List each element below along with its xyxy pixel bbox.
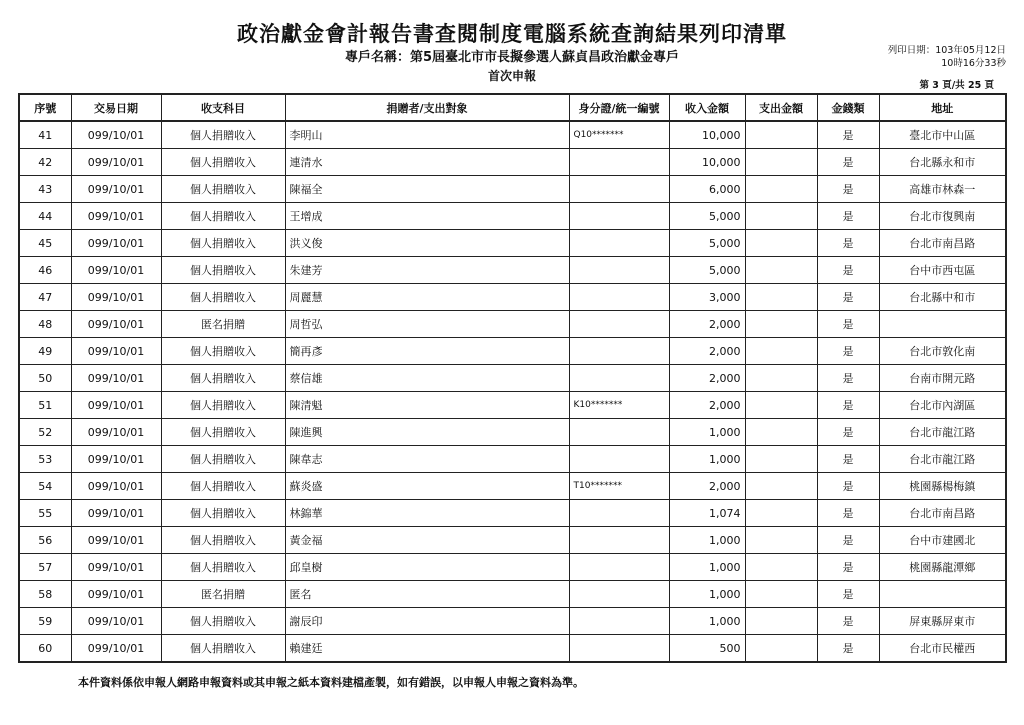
category: 個人捐贈收入 — [161, 608, 285, 635]
row-number: 50 — [19, 365, 71, 392]
expense-amount — [745, 311, 817, 338]
expense-amount — [745, 635, 817, 663]
id-number — [569, 608, 669, 635]
transaction-date: 099/10/01 — [71, 419, 161, 446]
category: 個人捐贈收入 — [161, 473, 285, 500]
expense-amount — [745, 608, 817, 635]
address: 台北市民權西 — [879, 635, 1006, 663]
table-row — [19, 581, 1006, 608]
address: 臺北市中山區 — [879, 121, 1006, 149]
category: 匿名捐贈 — [161, 581, 285, 608]
table-row — [19, 635, 1006, 663]
id-number — [569, 230, 669, 257]
id-number — [569, 581, 669, 608]
income-amount: 10,000 — [669, 149, 745, 176]
expense-amount — [745, 284, 817, 311]
monetary-flag: 是 — [817, 527, 879, 554]
id-number — [569, 446, 669, 473]
donor-name: 邱皇樹 — [285, 554, 569, 581]
expense-amount — [745, 176, 817, 203]
row-number: 48 — [19, 311, 71, 338]
income-amount: 5,000 — [669, 257, 745, 284]
monetary-flag: 是 — [817, 473, 879, 500]
transaction-date: 099/10/01 — [71, 365, 161, 392]
expense-amount — [745, 257, 817, 284]
expense-amount — [745, 121, 817, 149]
address: 台北市南昌路 — [879, 230, 1006, 257]
print-date: 列印日期：103年05月12日 — [887, 45, 1006, 56]
transaction-date: 099/10/01 — [71, 473, 161, 500]
donor-name: 蘇炎盛 — [285, 473, 569, 500]
monetary-flag: 是 — [817, 257, 879, 284]
id-number — [569, 365, 669, 392]
address: 台北市復興南 — [879, 203, 1006, 230]
table-row — [19, 176, 1006, 203]
donor-name: 陳福全 — [285, 176, 569, 203]
ledger-body — [19, 121, 1006, 662]
address: 台北市內湖區 — [879, 392, 1006, 419]
row-number: 47 — [19, 284, 71, 311]
column-header: 序號 — [19, 94, 71, 121]
category: 個人捐贈收入 — [161, 149, 285, 176]
table-row — [19, 554, 1006, 581]
account-name: 專戶名稱：第5屆臺北市市長擬參選人蘇貞昌政治獻金專戶 — [344, 50, 680, 65]
table-row — [19, 500, 1006, 527]
column-header: 身分證/統一編號 — [569, 94, 669, 121]
address: 台北市龍江路 — [879, 419, 1006, 446]
row-number: 43 — [19, 176, 71, 203]
transaction-date: 099/10/01 — [71, 284, 161, 311]
print-time: 10時16分33秒 — [941, 58, 1006, 69]
income-amount: 2,000 — [669, 338, 745, 365]
id-number — [569, 419, 669, 446]
table-row — [19, 446, 1006, 473]
address: 屏東縣屏東市 — [879, 608, 1006, 635]
income-amount: 2,000 — [669, 365, 745, 392]
category: 個人捐贈收入 — [161, 230, 285, 257]
monetary-flag: 是 — [817, 176, 879, 203]
monetary-flag: 是 — [817, 608, 879, 635]
table-row — [19, 419, 1006, 446]
expense-amount — [745, 473, 817, 500]
table-row — [19, 392, 1006, 419]
donor-name: 朱建芳 — [285, 257, 569, 284]
table-row — [19, 311, 1006, 338]
expense-amount — [745, 500, 817, 527]
row-number: 53 — [19, 446, 71, 473]
monetary-flag: 是 — [817, 311, 879, 338]
address: 台中市建國北 — [879, 527, 1006, 554]
transaction-date: 099/10/01 — [71, 338, 161, 365]
income-amount: 2,000 — [669, 473, 745, 500]
table-row — [19, 149, 1006, 176]
id-number — [569, 284, 669, 311]
transaction-date: 099/10/01 — [71, 635, 161, 663]
expense-amount — [745, 203, 817, 230]
monetary-flag: 是 — [817, 149, 879, 176]
income-amount: 3,000 — [669, 284, 745, 311]
category: 個人捐贈收入 — [161, 446, 285, 473]
row-number: 42 — [19, 149, 71, 176]
address: 桃園縣龍潭鄉 — [879, 554, 1006, 581]
address — [879, 581, 1006, 608]
address: 台北市龍江路 — [879, 446, 1006, 473]
row-number: 59 — [19, 608, 71, 635]
transaction-date: 099/10/01 — [71, 527, 161, 554]
column-header: 地址 — [879, 94, 1006, 121]
table-row — [19, 473, 1006, 500]
address: 台中市西屯區 — [879, 257, 1006, 284]
donor-name: 賴建廷 — [285, 635, 569, 663]
id-number — [569, 203, 669, 230]
id-number — [569, 311, 669, 338]
expense-amount — [745, 419, 817, 446]
id-number: Q10******* — [569, 121, 669, 149]
table-row — [19, 608, 1006, 635]
ledger-table — [18, 93, 1007, 663]
category: 個人捐贈收入 — [161, 284, 285, 311]
income-amount: 1,000 — [669, 446, 745, 473]
income-amount: 6,000 — [669, 176, 745, 203]
income-amount: 10,000 — [669, 121, 745, 149]
monetary-flag: 是 — [817, 581, 879, 608]
address: 台北縣永和市 — [879, 149, 1006, 176]
transaction-date: 099/10/01 — [71, 203, 161, 230]
table-row — [19, 257, 1006, 284]
report-type: 首次申報 — [487, 69, 536, 83]
category: 個人捐贈收入 — [161, 527, 285, 554]
monetary-flag: 是 — [817, 203, 879, 230]
income-amount: 1,000 — [669, 581, 745, 608]
table-row — [19, 121, 1006, 149]
address: 台北市南昌路 — [879, 500, 1006, 527]
row-number: 49 — [19, 338, 71, 365]
monetary-flag: 是 — [817, 392, 879, 419]
income-amount: 1,074 — [669, 500, 745, 527]
transaction-date: 099/10/01 — [71, 230, 161, 257]
expense-amount — [745, 554, 817, 581]
row-number: 46 — [19, 257, 71, 284]
transaction-date: 099/10/01 — [71, 392, 161, 419]
address: 高雄市林森一 — [879, 176, 1006, 203]
address: 桃園縣楊梅鎮 — [879, 473, 1006, 500]
table-row — [19, 338, 1006, 365]
category: 個人捐贈收入 — [161, 500, 285, 527]
monetary-flag: 是 — [817, 500, 879, 527]
column-header: 收入金額 — [669, 94, 745, 121]
donor-name: 王增成 — [285, 203, 569, 230]
monetary-flag: 是 — [817, 230, 879, 257]
donor-name: 匿名 — [285, 581, 569, 608]
category: 個人捐贈收入 — [161, 176, 285, 203]
donor-name: 洪义俊 — [285, 230, 569, 257]
category: 個人捐贈收入 — [161, 419, 285, 446]
column-header: 金錢類 — [817, 94, 879, 121]
row-number: 60 — [19, 635, 71, 663]
donor-name: 連清水 — [285, 149, 569, 176]
print-info — [888, 44, 1006, 70]
transaction-date: 099/10/01 — [71, 446, 161, 473]
row-number: 44 — [19, 203, 71, 230]
category: 個人捐贈收入 — [161, 635, 285, 663]
income-amount: 1,000 — [669, 527, 745, 554]
address — [879, 311, 1006, 338]
table-row — [19, 527, 1006, 554]
header-row — [19, 94, 1006, 121]
donor-name: 陳進興 — [285, 419, 569, 446]
row-number: 41 — [19, 121, 71, 149]
transaction-date: 099/10/01 — [71, 311, 161, 338]
transaction-date: 099/10/01 — [71, 500, 161, 527]
address: 台北縣中和市 — [879, 284, 1006, 311]
row-number: 56 — [19, 527, 71, 554]
category: 個人捐贈收入 — [161, 365, 285, 392]
id-number — [569, 257, 669, 284]
donor-name: 蔡信雄 — [285, 365, 569, 392]
row-number: 51 — [19, 392, 71, 419]
expense-amount — [745, 392, 817, 419]
row-number: 54 — [19, 473, 71, 500]
table-row — [19, 230, 1006, 257]
monetary-flag: 是 — [817, 446, 879, 473]
monetary-flag: 是 — [817, 635, 879, 663]
category: 個人捐贈收入 — [161, 338, 285, 365]
report-title: 政治獻金會計報告書查閱制度電腦系統查詢結果列印清單 — [237, 21, 787, 46]
row-number: 57 — [19, 554, 71, 581]
donor-name: 謝辰印 — [285, 608, 569, 635]
transaction-date: 099/10/01 — [71, 581, 161, 608]
monetary-flag: 是 — [817, 365, 879, 392]
transaction-date: 099/10/01 — [71, 257, 161, 284]
transaction-date: 099/10/01 — [71, 554, 161, 581]
column-header: 收支科目 — [161, 94, 285, 121]
monetary-flag: 是 — [817, 554, 879, 581]
row-number: 58 — [19, 581, 71, 608]
id-number — [569, 149, 669, 176]
donor-name: 李明山 — [285, 121, 569, 149]
donor-name: 陳清魁 — [285, 392, 569, 419]
donor-name: 陳韋志 — [285, 446, 569, 473]
footnote: 本件資料係依申報人網路申報資料或其申報之紙本資料建檔產製，如有錯誤，以申報人申報之資料為準。 — [78, 676, 584, 689]
id-number: T10******* — [569, 473, 669, 500]
transaction-date: 099/10/01 — [71, 121, 161, 149]
category: 個人捐贈收入 — [161, 257, 285, 284]
monetary-flag: 是 — [817, 338, 879, 365]
expense-amount — [745, 149, 817, 176]
transaction-date: 099/10/01 — [71, 608, 161, 635]
table-row — [19, 203, 1006, 230]
column-header: 捐贈者/支出對象 — [285, 94, 569, 121]
income-amount: 500 — [669, 635, 745, 663]
id-number — [569, 554, 669, 581]
row-number: 45 — [19, 230, 71, 257]
donor-name: 周哲弘 — [285, 311, 569, 338]
expense-amount — [745, 365, 817, 392]
income-amount: 1,000 — [669, 419, 745, 446]
income-amount: 5,000 — [669, 230, 745, 257]
id-number — [569, 527, 669, 554]
address: 台南市開元路 — [879, 365, 1006, 392]
row-number: 52 — [19, 419, 71, 446]
id-number — [569, 338, 669, 365]
table-row — [19, 284, 1006, 311]
donor-name: 簡再彥 — [285, 338, 569, 365]
column-header: 交易日期 — [71, 94, 161, 121]
expense-amount — [745, 527, 817, 554]
table-row — [19, 365, 1006, 392]
expense-amount — [745, 338, 817, 365]
income-amount: 2,000 — [669, 392, 745, 419]
donor-name: 黃金福 — [285, 527, 569, 554]
transaction-date: 099/10/01 — [71, 149, 161, 176]
expense-amount — [745, 446, 817, 473]
id-number — [569, 635, 669, 663]
category: 個人捐贈收入 — [161, 392, 285, 419]
donor-name: 周麗慧 — [285, 284, 569, 311]
column-header: 支出金額 — [745, 94, 817, 121]
donor-name: 林錦華 — [285, 500, 569, 527]
id-number — [569, 176, 669, 203]
category: 匿名捐贈 — [161, 311, 285, 338]
id-number — [569, 500, 669, 527]
transaction-date: 099/10/01 — [71, 176, 161, 203]
id-number: K10******* — [569, 392, 669, 419]
row-number: 55 — [19, 500, 71, 527]
monetary-flag: 是 — [817, 284, 879, 311]
income-amount: 2,000 — [669, 311, 745, 338]
expense-amount — [745, 230, 817, 257]
page-info: 第 3 頁/共 25 頁 — [919, 80, 994, 91]
category: 個人捐贈收入 — [161, 203, 285, 230]
category: 個人捐贈收入 — [161, 121, 285, 149]
monetary-flag: 是 — [817, 419, 879, 446]
category: 個人捐贈收入 — [161, 554, 285, 581]
monetary-flag: 是 — [817, 121, 879, 149]
expense-amount — [745, 581, 817, 608]
income-amount: 1,000 — [669, 554, 745, 581]
income-amount: 5,000 — [669, 203, 745, 230]
income-amount: 1,000 — [669, 608, 745, 635]
address: 台北市敦化南 — [879, 338, 1006, 365]
